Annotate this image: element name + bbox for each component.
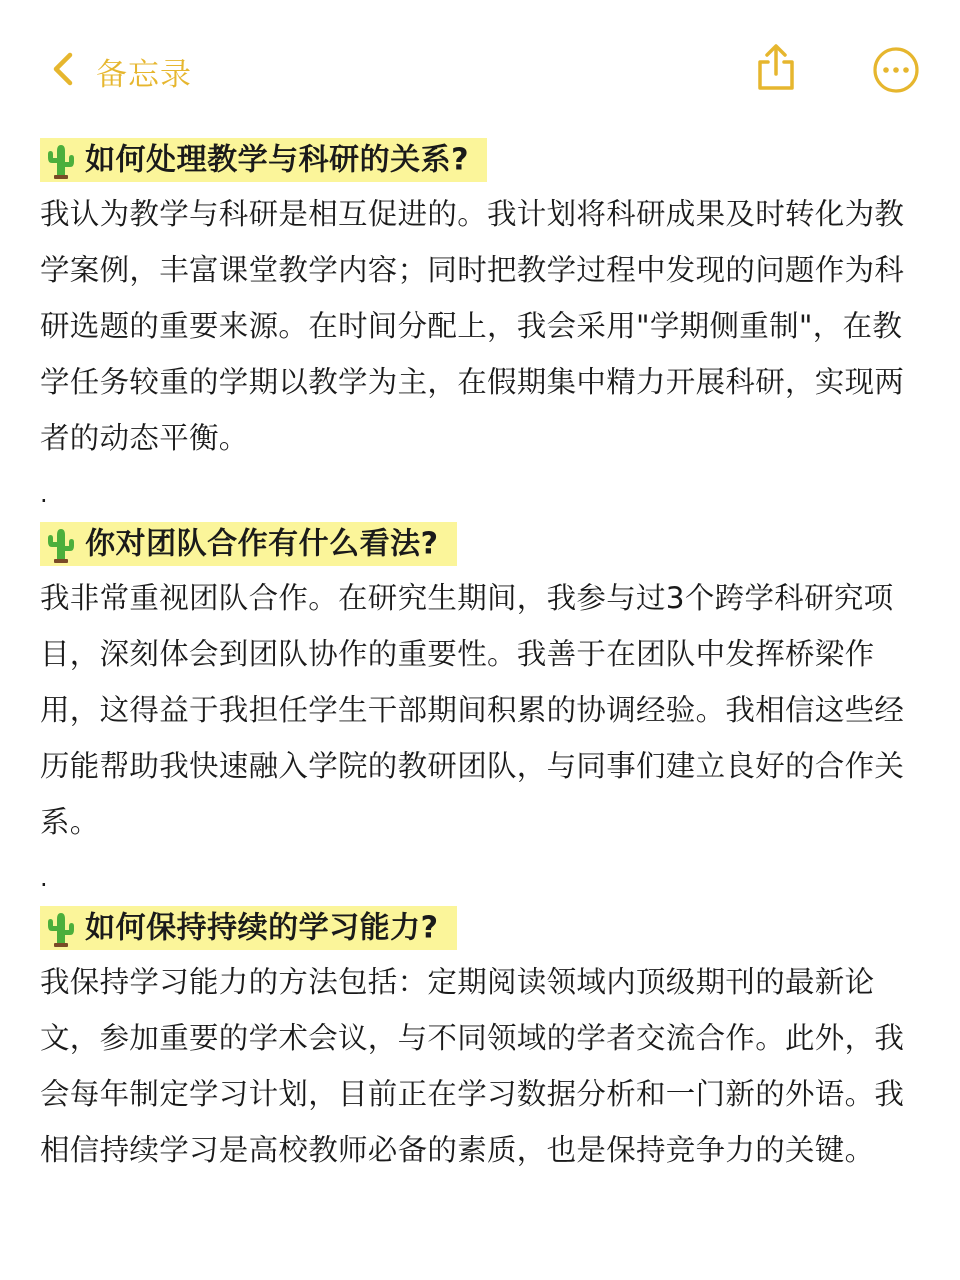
- cactus-icon: [44, 909, 78, 949]
- separator-dot: .: [40, 480, 48, 508]
- question-title: 你对团队合作有什么看法?: [85, 526, 439, 562]
- answer-text: 我认为教学与科研是相互促进的。我计划将科研成果及时转化为教学案例，丰富课堂教学内容；同时把教学过程中发现的问题作为科研选题的重要来源。在时间分配上，我会采用"学期侧重制"，在教学任务较重的学期以教学为主，在假期集中精力开展科研，实现两者的动态平衡。: [40, 197, 905, 455]
- more-button[interactable]: [872, 46, 920, 94]
- back-button[interactable]: [46, 46, 192, 96]
- question-highlight: [40, 522, 457, 566]
- qa-section: [40, 522, 925, 850]
- separator-dot: .: [40, 864, 48, 892]
- note-body: [40, 138, 925, 1178]
- chevron-left-icon: [46, 49, 82, 93]
- question-title: 如何处理教学与科研的关系?: [85, 142, 469, 178]
- answer-text: 我非常重视团队合作。在研究生期间，我参与过3个跨学科研究项目，深刻体会到团队协作的重要性。我善于在团队中发挥桥梁作用，这得益于我担任学生干部期间积累的协调经验。我相信这些经历能帮助我快速融入学院的教研团队，与同事们建立良好的合作关系。: [40, 581, 905, 839]
- cactus-icon: [44, 141, 78, 181]
- qa-section: [40, 906, 925, 1178]
- question-title: 如何保持持续的学习能力?: [85, 910, 439, 946]
- share-button[interactable]: [752, 42, 800, 94]
- qa-section: [40, 138, 925, 466]
- more-icon: [872, 46, 920, 94]
- cactus-icon: [44, 525, 78, 565]
- answer-text: 我保持学习能力的方法包括：定期阅读领域内顶级期刊的最新论文，参加重要的学术会议，与不同领域的学者交流合作。此外，我会每年制定学习计划，目前正在学习数据分析和一门新的外语。我相信持续学习是高校教师必备的素质，也是保持竞争力的关键。: [40, 965, 905, 1167]
- share-icon: [752, 42, 800, 94]
- back-label: 备忘录: [96, 56, 192, 93]
- top-bar: [0, 0, 960, 130]
- question-highlight: [40, 138, 487, 182]
- question-highlight: [40, 906, 457, 950]
